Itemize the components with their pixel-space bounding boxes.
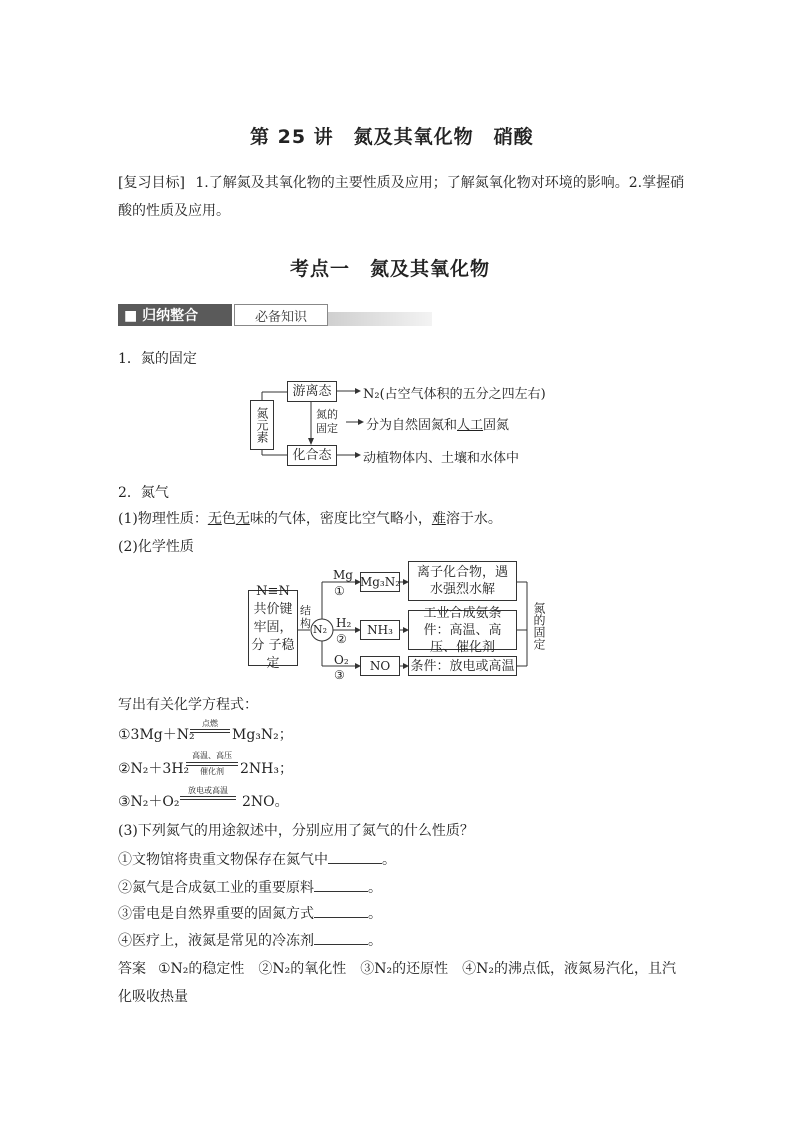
item2-heading: 2．氮气 (118, 485, 169, 501)
equation-2-right: 2NH₃； (240, 761, 293, 777)
fixation-desc: 分为自然固氮和人工固氮 (366, 418, 510, 433)
equations-intro: 写出有关化学方程式： (118, 697, 258, 713)
answer-blank-2[interactable] (314, 879, 368, 892)
branch3-product: NO (360, 656, 400, 676)
equation-1-right: Mg₃N₂； (232, 727, 293, 743)
equation-2-condition-bottom: 催化剂 (200, 767, 224, 776)
branch2-desc: 工业合成氨条件：高温、高压、催化剂 (408, 610, 517, 650)
equation-3-right: 2NO。 (242, 794, 289, 810)
question-3: ③雷电是自然界重要的固氮方式 。 (118, 906, 382, 922)
fixation-label: 氮的固定 (316, 408, 338, 435)
branch3-reagent: O₂ (334, 653, 349, 667)
answer-blank-3[interactable] (314, 905, 368, 918)
combined-state-box: 化合态 (287, 445, 337, 466)
structure-label: 结构 (300, 604, 311, 630)
fixation-desc-underlined: 人工 (457, 418, 484, 433)
equation-1-left: ①3Mg＋N₂ (118, 727, 195, 743)
branch1-number: ① (334, 584, 345, 598)
branch3-number: ③ (334, 668, 345, 682)
question-2: ②氮气是合成氨工业的重要原料 。 (118, 880, 382, 896)
right-label-fixation: 氮的固定 (532, 602, 546, 650)
combined-state-desc: 动植物体内、土壤和水体中 (363, 451, 520, 466)
branch1-desc: 离子化合物，遇水强烈水解 (408, 561, 517, 601)
question-1: ①文物馆将贵重文物保存在氮气中 。 (118, 852, 396, 868)
equation-1-arrow (190, 729, 230, 733)
equation-2-condition-top: 高温、高压 (192, 751, 232, 760)
n2-center: N₂ (313, 623, 328, 636)
free-state-box: 游离态 (287, 381, 337, 402)
branch1-reagent: Mg (333, 568, 353, 582)
branch3-desc: 条件：放电或高温 (408, 656, 517, 676)
branch1-product: Mg₃N₂ (360, 572, 400, 592)
equation-1-condition: 点燃 (202, 719, 218, 728)
answer-blank-1[interactable] (328, 851, 382, 864)
banner-essential-knowledge: 必备知识 (234, 304, 328, 326)
page-title: 第 25 讲 氮及其氧化物 硝酸 (250, 126, 534, 148)
section-heading: 考点一 氮及其氧化物 (290, 258, 491, 280)
review-goals-line2: 酸的性质及应用。 (118, 203, 230, 219)
branch2-product: NH₃ (360, 620, 400, 640)
chemical-properties-heading: (2)化学性质 (118, 539, 194, 555)
physical-u3: 难 (431, 511, 446, 527)
physical-u1: 无 (207, 511, 222, 527)
review-goals-text: 1.了解氮及其氧化物的主要性质及应用；了解氮氧化物对环境的影响。2.掌握硝 (195, 175, 685, 191)
item1-heading: 1．氮的固定 (118, 351, 197, 367)
physical-u2: 无 (235, 511, 250, 527)
equation-2-left: ②N₂＋3H₂ (118, 761, 190, 777)
answer-label: 答案 (118, 961, 146, 977)
branch2-reagent: H₂ (336, 616, 352, 630)
equation-3-arrow (180, 796, 236, 800)
branch2-number: ② (336, 632, 347, 646)
element-nitrogen-box: 氮元素 (250, 400, 274, 450)
answer-line1: 答案 ①N₂的稳定性 ②N₂的氧化性 ③N₂的还原性 ④N₂的沸点低，液氮易汽化，且汽 (118, 961, 676, 977)
equation-3-left: ③N₂＋O₂ (118, 794, 180, 810)
physical-properties: (1)物理性质：无色无味的气体，密度比空气略小，难溶于水。 (118, 511, 502, 527)
question-intro: (3)下列氮气的用途叙述中，分别应用了氮气的什么性质？ (118, 823, 474, 839)
review-goals-label: [复习目标] (118, 175, 185, 191)
question-4: ④医疗上，液氮是常见的冷冻剂 。 (118, 933, 382, 949)
free-state-desc: N₂(占空气体积的五分之四左右) (363, 387, 546, 402)
equation-3-condition: 放电或高温 (188, 786, 228, 795)
answer-blank-4[interactable] (314, 932, 368, 945)
structure-box: N≡N 共价键 牢固，分 子稳定 (248, 590, 298, 666)
banner-induction: ■ 归纳整合 (118, 304, 232, 326)
answer-line2: 化吸收热量 (118, 989, 188, 1005)
